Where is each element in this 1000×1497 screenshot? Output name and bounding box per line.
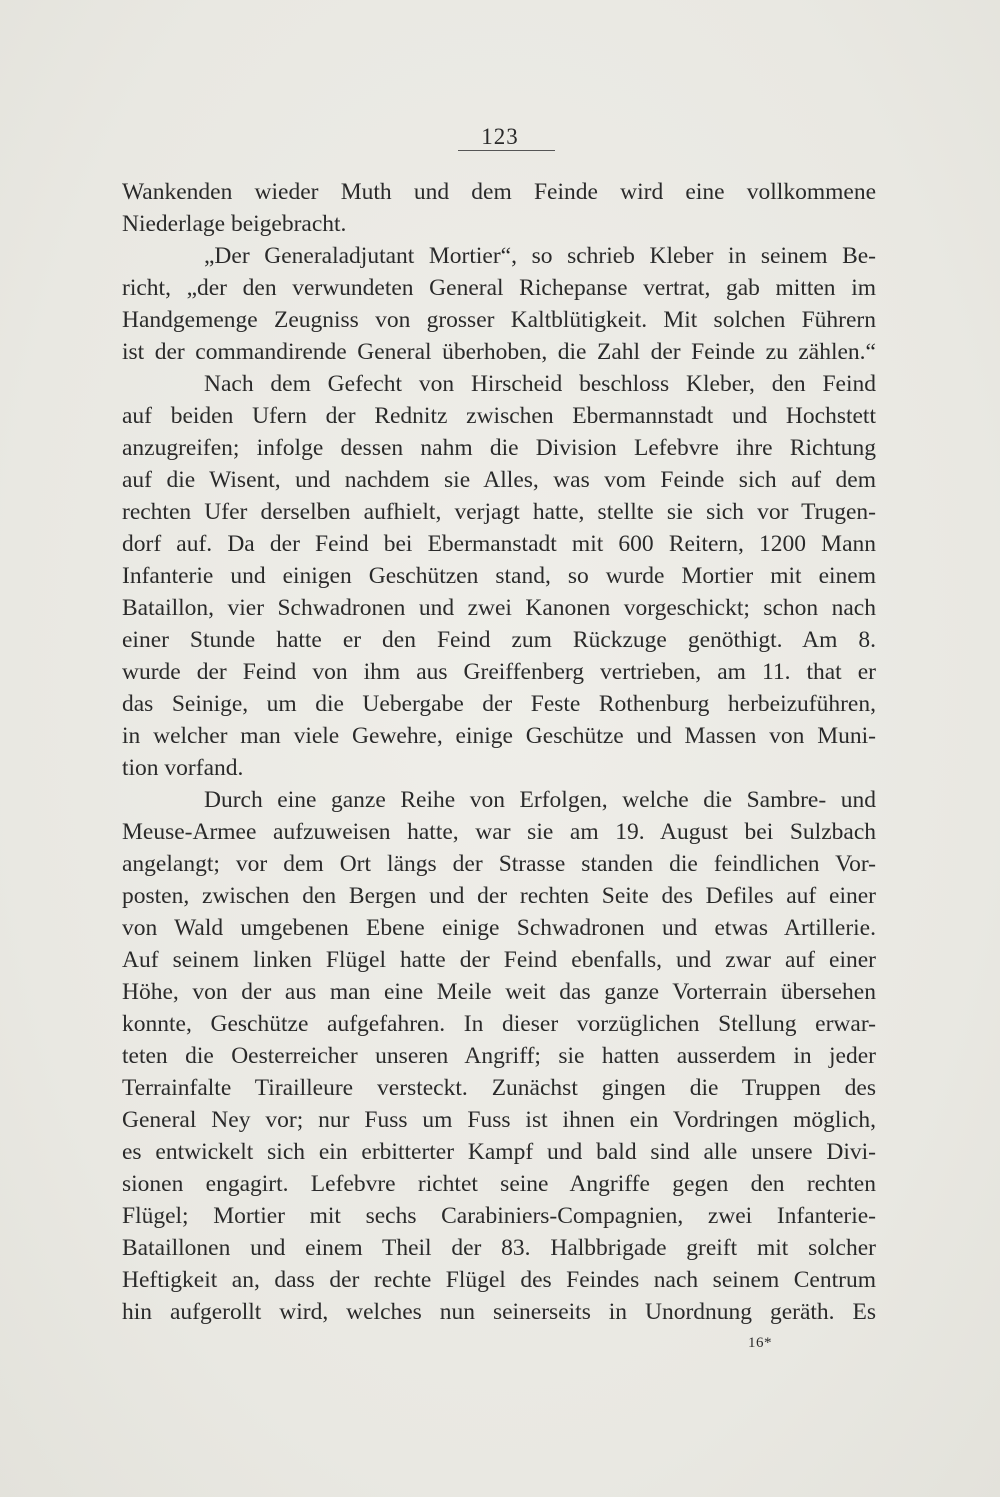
- text-line: Terrainfalte Tirailleure versteckt. Zunächst gingen die Truppen des: [122, 1075, 876, 1101]
- page-number: 123: [481, 124, 519, 149]
- text-line: rechten Ufer derselben aufhielt, verjagt hatte, stellte sie sich vor Trugen-: [122, 499, 876, 525]
- header-rule: [458, 150, 555, 151]
- text-line: Nach dem Gefecht von Hirscheid beschloss Kleber, den Feind: [204, 371, 876, 397]
- text-line: hin aufgerollt wird, welches nun seinerseits in Unordnung geräth. Es: [122, 1299, 876, 1325]
- signature-mark: 16*: [748, 1335, 772, 1351]
- text-line: auf die Wisent, und nachdem sie Alles, was vom Feinde sich auf dem: [122, 467, 876, 493]
- text-line: General Ney vor; nur Fuss um Fuss ist ihnen ein Vordringen möglich,: [122, 1107, 876, 1133]
- text-line: Niederlage beigebracht.: [122, 211, 347, 237]
- text-line: es entwickelt sich ein erbitterter Kampf und bald sind alle unsere Divi-: [122, 1139, 876, 1165]
- text-line: anzugreifen; infolge dessen nahm die Division Lefebvre ihre Richtung: [122, 435, 876, 461]
- body-text: [122, 176, 876, 1328]
- text-line: angelangt; vor dem Ort längs der Strasse standen die feindlichen Vor-: [122, 851, 876, 877]
- text-line: einer Stunde hatte er den Feind zum Rückzuge genöthigt. Am 8.: [122, 627, 876, 653]
- text-line: posten, zwischen den Bergen und der rechten Seite des Defiles auf einer: [122, 883, 876, 909]
- text-line: dorf auf. Da der Feind bei Ebermanstadt mit 600 Reitern, 1200 Mann: [122, 531, 876, 557]
- text-line: sionen engagirt. Lefebvre richtet seine Angriffe gegen den rechten: [122, 1171, 876, 1197]
- text-line: auf beiden Ufern der Rednitz zwischen Ebermannstadt und Hochstett: [122, 403, 876, 429]
- text-line: in welcher man viele Gewehre, einige Geschütze und Massen von Muni-: [122, 723, 876, 749]
- text-line: Bataillonen und einem Theil der 83. Halbbrigade greift mit solcher: [122, 1235, 876, 1261]
- text-line: Höhe, von der aus man eine Meile weit das ganze Vorterrain übersehen: [122, 979, 876, 1005]
- text-line: Handgemenge Zeugniss von grosser Kaltblütigkeit. Mit solchen Führern: [122, 307, 876, 333]
- text-line: Auf seinem linken Flügel hatte der Feind ebenfalls, und zwar auf einer: [122, 947, 876, 973]
- text-line: konnte, Geschütze aufgefahren. In dieser vorzüglichen Stellung erwar-: [122, 1011, 876, 1037]
- text-line: Durch eine ganze Reihe von Erfolgen, welche die Sambre- und: [204, 787, 876, 813]
- text-line: ist der commandirende General überhoben, die Zahl der Feinde zu zählen.“: [122, 339, 876, 365]
- text-line: Wankenden wieder Muth und dem Feinde wird eine vollkommene: [122, 179, 876, 205]
- text-line: wurde der Feind von ihm aus Greiffenberg vertrieben, am 11. that er: [122, 659, 876, 685]
- text-line: Flügel; Mortier mit sechs Carabiniers-Compagnien, zwei Infanterie-: [122, 1203, 876, 1229]
- text-line: Heftigkeit an, dass der rechte Flügel des Feindes nach seinem Centrum: [122, 1267, 876, 1293]
- text-line: teten die Oesterreicher unseren Angriff; sie hatten ausserdem in jeder: [122, 1043, 876, 1069]
- text-line: tion vorfand.: [122, 755, 244, 781]
- text-line: Bataillon, vier Schwadronen und zwei Kanonen vorgeschickt; schon nach: [122, 595, 876, 621]
- text-line: Meuse-Armee aufzuweisen hatte, war sie am 19. August bei Sulzbach: [122, 819, 876, 845]
- text-line: richt, „der den verwundeten General Richepanse vertrat, gab mitten im: [122, 275, 876, 301]
- text-line: „Der Generaladjutant Mortier“, so schrieb Kleber in seinem Be-: [204, 243, 876, 269]
- text-line: Infanterie und einigen Geschützen stand, so wurde Mortier mit einem: [122, 563, 876, 589]
- text-line: das Seinige, um die Uebergabe der Feste Rothenburg herbeizuführen,: [122, 691, 876, 717]
- text-line: von Wald umgebenen Ebene einige Schwadronen und etwas Artillerie.: [122, 915, 876, 941]
